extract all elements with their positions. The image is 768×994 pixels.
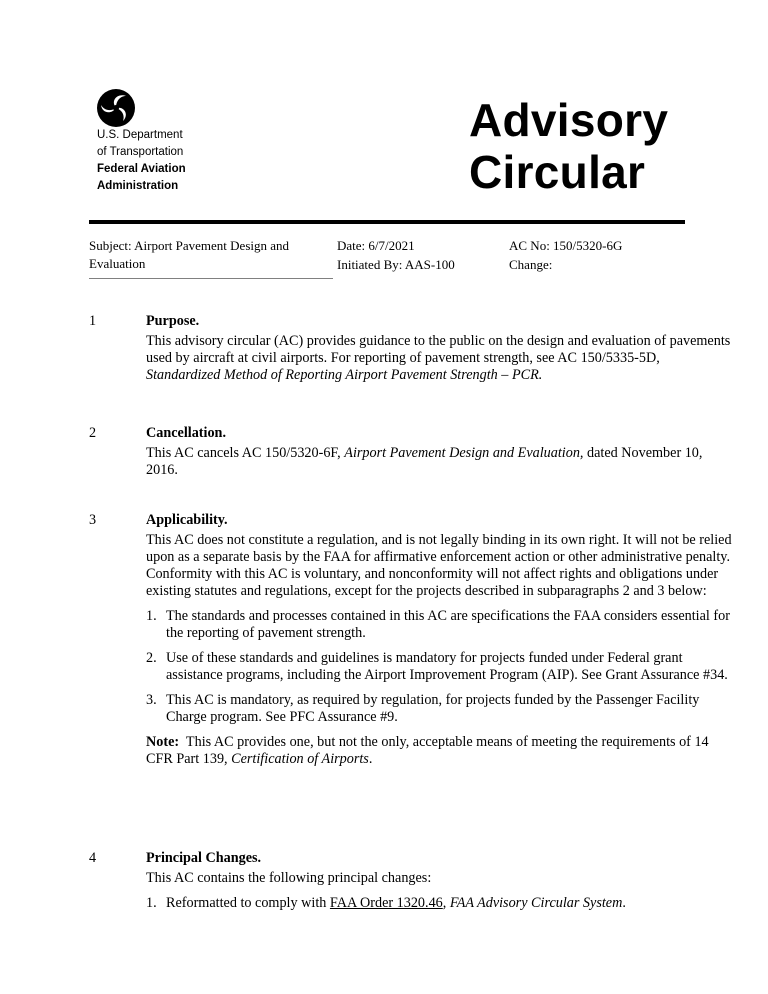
department-line-2: of Transportation xyxy=(97,146,184,158)
list-item xyxy=(146,692,736,726)
principal-changes-list xyxy=(146,895,736,912)
section-number: 4 xyxy=(89,850,97,866)
ac-number-field: AC No: 150/5320-6G xyxy=(509,238,623,253)
subject-field: Subject: Airport Pavement Design and Evaluation xyxy=(89,238,290,271)
list-item xyxy=(146,608,736,642)
ac-number-block xyxy=(509,237,622,275)
applicability-list xyxy=(146,608,736,726)
section-number: 2 xyxy=(89,425,97,441)
paragraph-text: This AC cancels AC 150/5320-6F, xyxy=(146,445,345,461)
note-end: . xyxy=(368,751,373,767)
department-line-1: U.S. Department xyxy=(97,129,183,141)
paragraph-text: dated November 10, 2016. xyxy=(146,445,703,478)
separator-text: , xyxy=(442,895,450,911)
agency-line-1: Federal Aviation xyxy=(97,163,186,175)
note-paragraph xyxy=(146,734,736,768)
section-heading: Principal Changes. xyxy=(146,850,262,866)
list-item xyxy=(146,650,736,684)
subject-underline xyxy=(89,278,333,279)
order-title-reference: FAA Advisory Circular System xyxy=(449,895,623,911)
list-item-text: Reformatted to comply with xyxy=(166,895,330,911)
header-divider xyxy=(89,220,685,224)
section-paragraph: This AC does not constitute a regulation, and is not legally binding in its own right. It will not be relied upon as a separate basis by the FAA for affirmative enforcement action or other administrative penalty. Conformity with this AC is voluntary, and nonconformity will not affect rights and obligations under existing statutes and regulations, except for the projects described in subparagraphs 2 and 3 below: xyxy=(146,532,732,599)
section-paragraph xyxy=(146,445,736,479)
note-text: This AC provides one, but not the only, acceptable means of meeting the requirements of 14 CFR Part 139, xyxy=(146,734,713,767)
list-item-text: The standards and processes contained in this AC are specifications the FAA considers essential for the reporting of pavement strength. xyxy=(166,608,730,641)
section-number: 1 xyxy=(89,313,97,329)
list-item xyxy=(146,895,736,912)
list-marker: 3. xyxy=(146,692,157,708)
section-heading: Purpose. xyxy=(146,313,200,329)
list-item-text: Use of these standards and guidelines is mandatory for projects funded under Federal grant assistance programs, including the Airport Improvement Program (AIP). See Grant Assurance #34. xyxy=(166,650,728,683)
note-label: Note: xyxy=(146,734,180,750)
list-item-text: This AC is mandatory, as required by regulation, for projects funded by the Passenger Facility Charge program. See PFC Assurance #9. xyxy=(166,692,700,725)
section-paragraph: This AC contains the following principal changes: xyxy=(146,870,432,886)
list-marker: 2. xyxy=(146,650,157,666)
section-number: 3 xyxy=(89,512,97,528)
section-heading: Applicability. xyxy=(146,512,228,528)
item-end: . xyxy=(622,895,626,911)
title-line-2: Circular xyxy=(469,146,646,198)
agency-block xyxy=(97,127,186,195)
document-title-reference: Standardized Method of Reporting Airport Pavement Strength – PCR. xyxy=(146,367,543,383)
date-field: Date: 6/7/2021 xyxy=(337,238,415,253)
initiated-by-field: Initiated By: AAS-100 xyxy=(337,257,455,272)
title-line-1: Advisory xyxy=(469,94,669,146)
section-heading: Cancellation. xyxy=(146,425,226,441)
faa-order-link[interactable]: FAA Order 1320.46 xyxy=(329,895,443,911)
dot-triskelion-logo-icon xyxy=(96,88,136,128)
list-marker: 1. xyxy=(146,895,157,911)
document-type-title xyxy=(469,94,668,198)
document-title-reference: Airport Pavement Design and Evaluation, xyxy=(344,445,584,461)
list-marker: 1. xyxy=(146,608,157,624)
section-paragraph xyxy=(146,333,736,384)
change-field: Change: xyxy=(509,257,553,272)
regulation-title-reference: Certification of Airports xyxy=(231,751,369,767)
agency-line-2: Administration xyxy=(97,180,179,192)
date-block xyxy=(337,237,455,275)
paragraph-text: This advisory circular (AC) provides guidance to the public on the design and evaluation of pavements used by aircraft at civil airports. For reporting of pavement strength, see AC 150/5335-5D, xyxy=(146,333,731,366)
